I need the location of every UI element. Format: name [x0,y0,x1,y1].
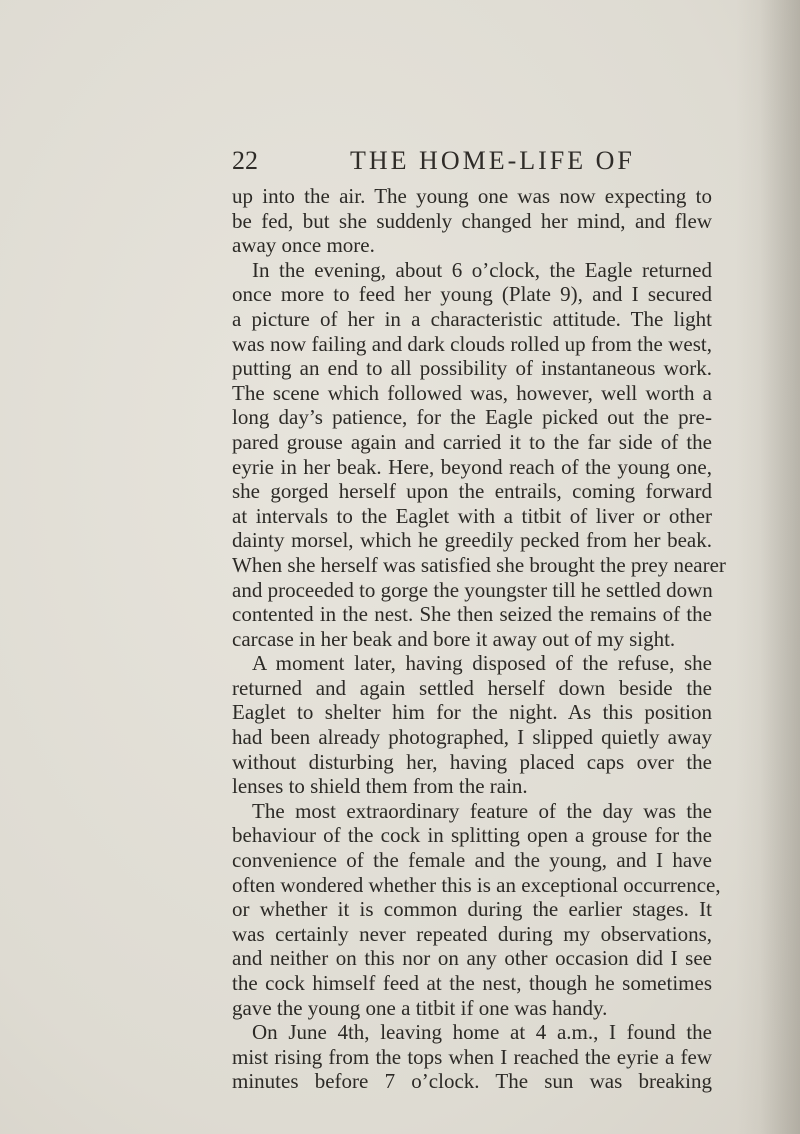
text-line: returned and again settled herself down beside the [232,675,712,700]
body-text [232,184,726,1094]
text-line: In the evening, about 6 o’clock, the Eagle returned [252,257,712,282]
text-line: On June 4th, leaving home at 4 a.m., I found the [252,1020,712,1045]
text-line: pared grouse again and carried it to the far side of the [232,429,712,454]
page-edge-shadow [760,0,800,1134]
text-line: without disturbing her, having placed caps over the [232,749,712,774]
text-line: gave the young one a titbit if one was handy. [232,995,608,1020]
text-line: When she herself was satisfied she brought the prey nearer [232,552,726,577]
text-line: or whether it is common during the earlier stages. It [232,897,712,922]
text-line: she gorged herself upon the entrails, coming forward [232,479,712,504]
text-line: eyrie in her beak. Here, beyond reach of the young one, [232,454,712,479]
text-line: behaviour of the cock in splitting open a grouse for the [232,823,712,848]
text-line: The most extraordinary feature of the day was the [252,798,712,823]
text-line: be fed, but she suddenly changed her mind, and flew [232,208,712,233]
text-line: had been already photographed, I slipped quietly away [232,725,712,750]
text-line: once more to feed her young (Plate 9), and I secured [232,282,712,307]
running-title: THE HOME-LIFE OF [350,146,635,175]
text-line: mist rising from the tops when I reached the eyrie a few [232,1044,712,1069]
text-line: the cock himself feed at the nest, though he sometimes [232,971,712,995]
text-line: at intervals to the Eaglet with a titbit of liver or other [232,503,712,528]
text-line: away once more. [232,233,375,258]
text-line: Eaglet to shelter him for the night. As this position [232,700,712,725]
text-line: contented in the nest. She then seized the remains of the [232,602,712,627]
text-line: was now failing and dark clouds rolled up from the west, [232,331,712,356]
text-line: minutes before 7 o’clock. The sun was breaking [232,1069,712,1094]
text-line: dainty morsel, which he greedily pecked from her beak. [232,528,712,553]
text-line: often wondered whether this is an exceptional occurrence, [232,872,721,897]
text-line: a picture of her in a characteristic attitude. The light [232,306,712,331]
text-line: long day’s patience, for the Eagle picked out the pre- [232,405,712,430]
text-line: carcase in her beak and bore it away out of my sight. [232,626,676,651]
running-head [232,146,712,180]
text-line: A moment later, having disposed of the refuse, she [252,651,712,676]
text-line: putting an end to all possibility of instantaneous work. [232,356,712,381]
text-line: up into the air. The young one was now expecting to [232,184,712,208]
page-number: 22 [232,146,258,175]
text-line: The scene which followed was, however, well worth a [232,380,712,405]
text-line: convenience of the female and the young, and I have [232,848,712,873]
text-line: and neither on this nor on any other occasion did I see [232,946,712,971]
text-line: was certainly never repeated during my observations, [232,921,712,946]
text-line: and proceeded to gorge the youngster till he settled down [232,577,713,602]
text-line: lenses to shield them from the rain. [232,774,528,799]
